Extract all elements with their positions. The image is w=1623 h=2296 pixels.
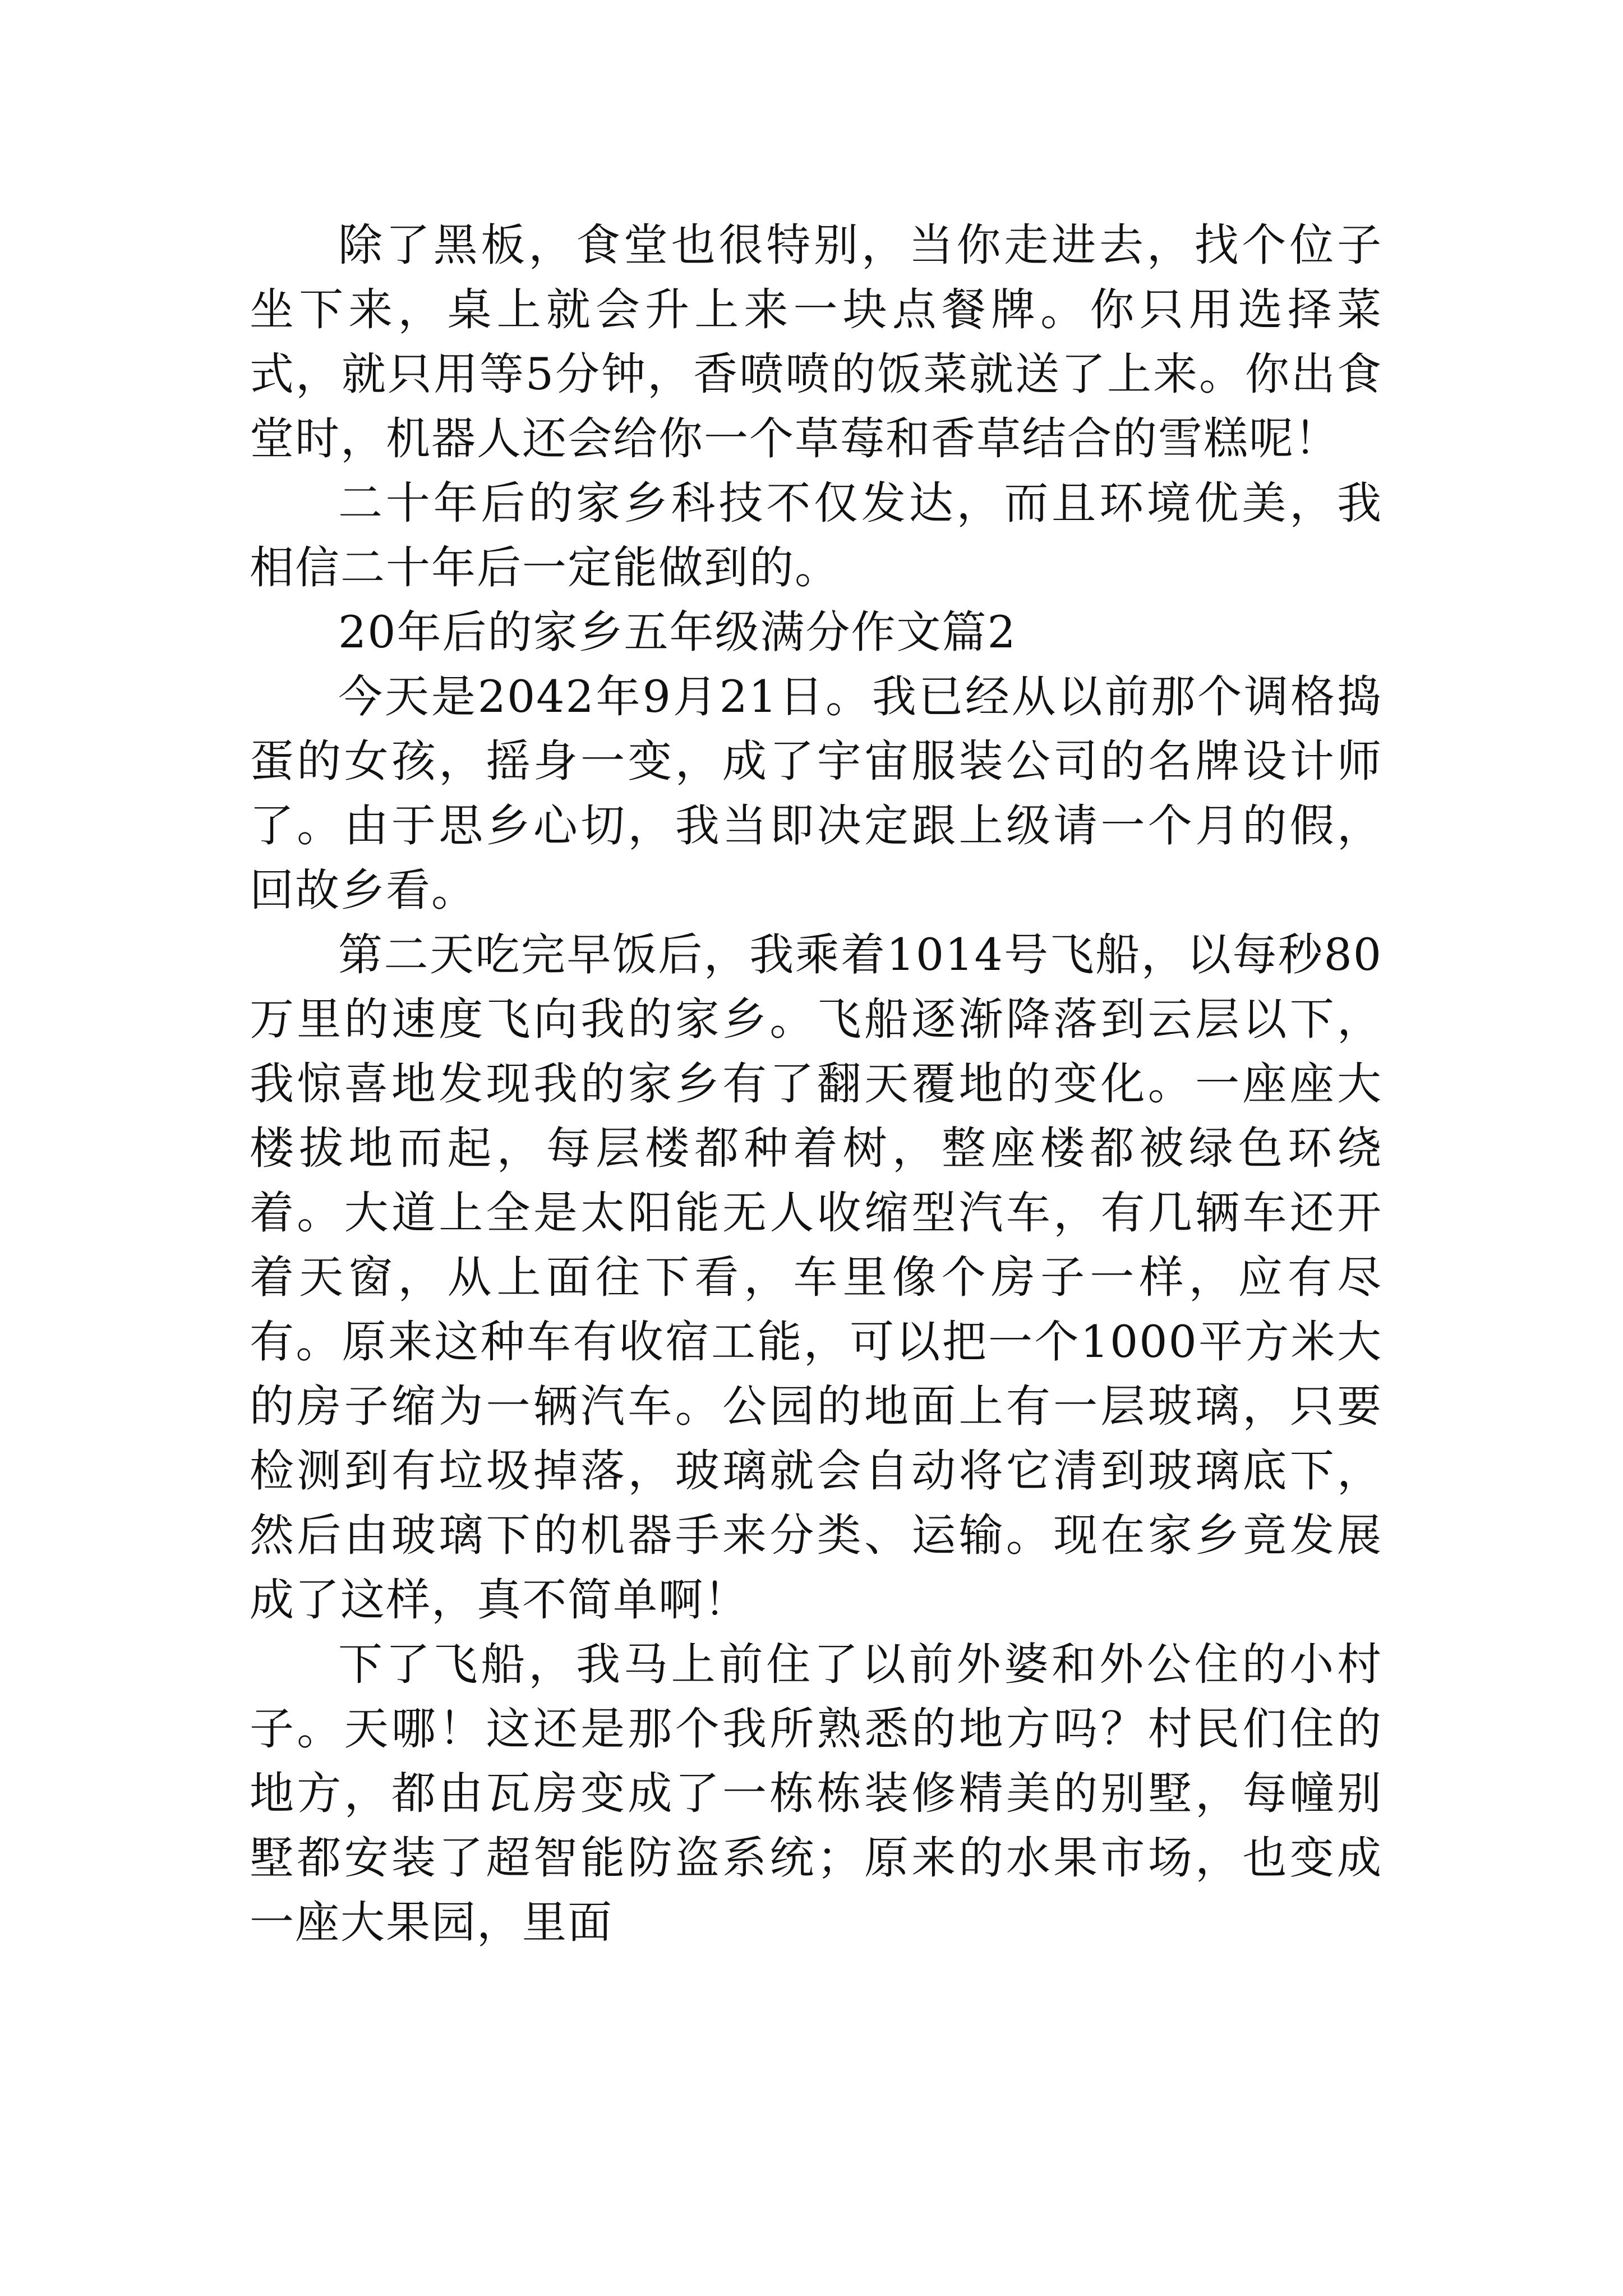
paragraph-conclusion: 二十年后的家乡科技不仅发达，而且环境优美，我相信二十年后一定能做到的。: [250, 477, 1382, 593]
essay-heading: 20年后的家乡五年级满分作文篇2: [338, 606, 1017, 658]
paragraph-canteen: 除了黑板，食堂也很特别，当你走进去，找个位子坐下来，桌上就会升上来一块点餐牌。你只用选择菜式，就只用等5分钟，香喷喷的饭菜就送了上来。你出食堂时，机器人还会给你一个草莓和香草结合的雪糕呢！: [250, 219, 1382, 464]
paragraph-village: 下了飞船，我马上前住了以前外婆和外公住的小村子。天哪！这还是那个我所熟悉的地方吗？村民们住的地方，都由瓦房变成了一栋栋装修精美的别墅，每幢别墅都安装了超智能防盗系统；原来的水果市场，也变成一座大果园，里面: [250, 1639, 1382, 1948]
essay-body: [250, 213, 1382, 1955]
paragraph-intro: 今天是2042年9月21日。我已经从以前那个调格捣蛋的女孩，摇身一变，成了宇宙服装公司的名牌设计师了。由于思乡心切，我当即决定跟上级请一个月的假，回故乡看。: [250, 671, 1382, 916]
paragraph-spaceship: 第二天吃完早饭后，我乘着1014号飞船，以每秒80万里的速度飞向我的家乡。飞船逐渐降落到云层以下，我惊喜地发现我的家乡有了翻天覆地的变化。一座座大楼拔地而起，每层楼都种着树，整座楼都被绿色环绕着。大道上全是太阳能无人收缩型汽车，有几辆车还开着天窗，从上面往下看，车里像个房子一样，应有尽有。原来这种车有收宿工能，可以把一个1000平方米大的房子缩为一辆汽车。公园的地面上有一层玻璃，只要检测到有垃圾掉落，玻璃就会自动将它清到玻璃底下，然后由玻璃下的机器手来分类、运输。现在家乡竟发展成了这样，真不简单啊！: [250, 929, 1382, 1626]
